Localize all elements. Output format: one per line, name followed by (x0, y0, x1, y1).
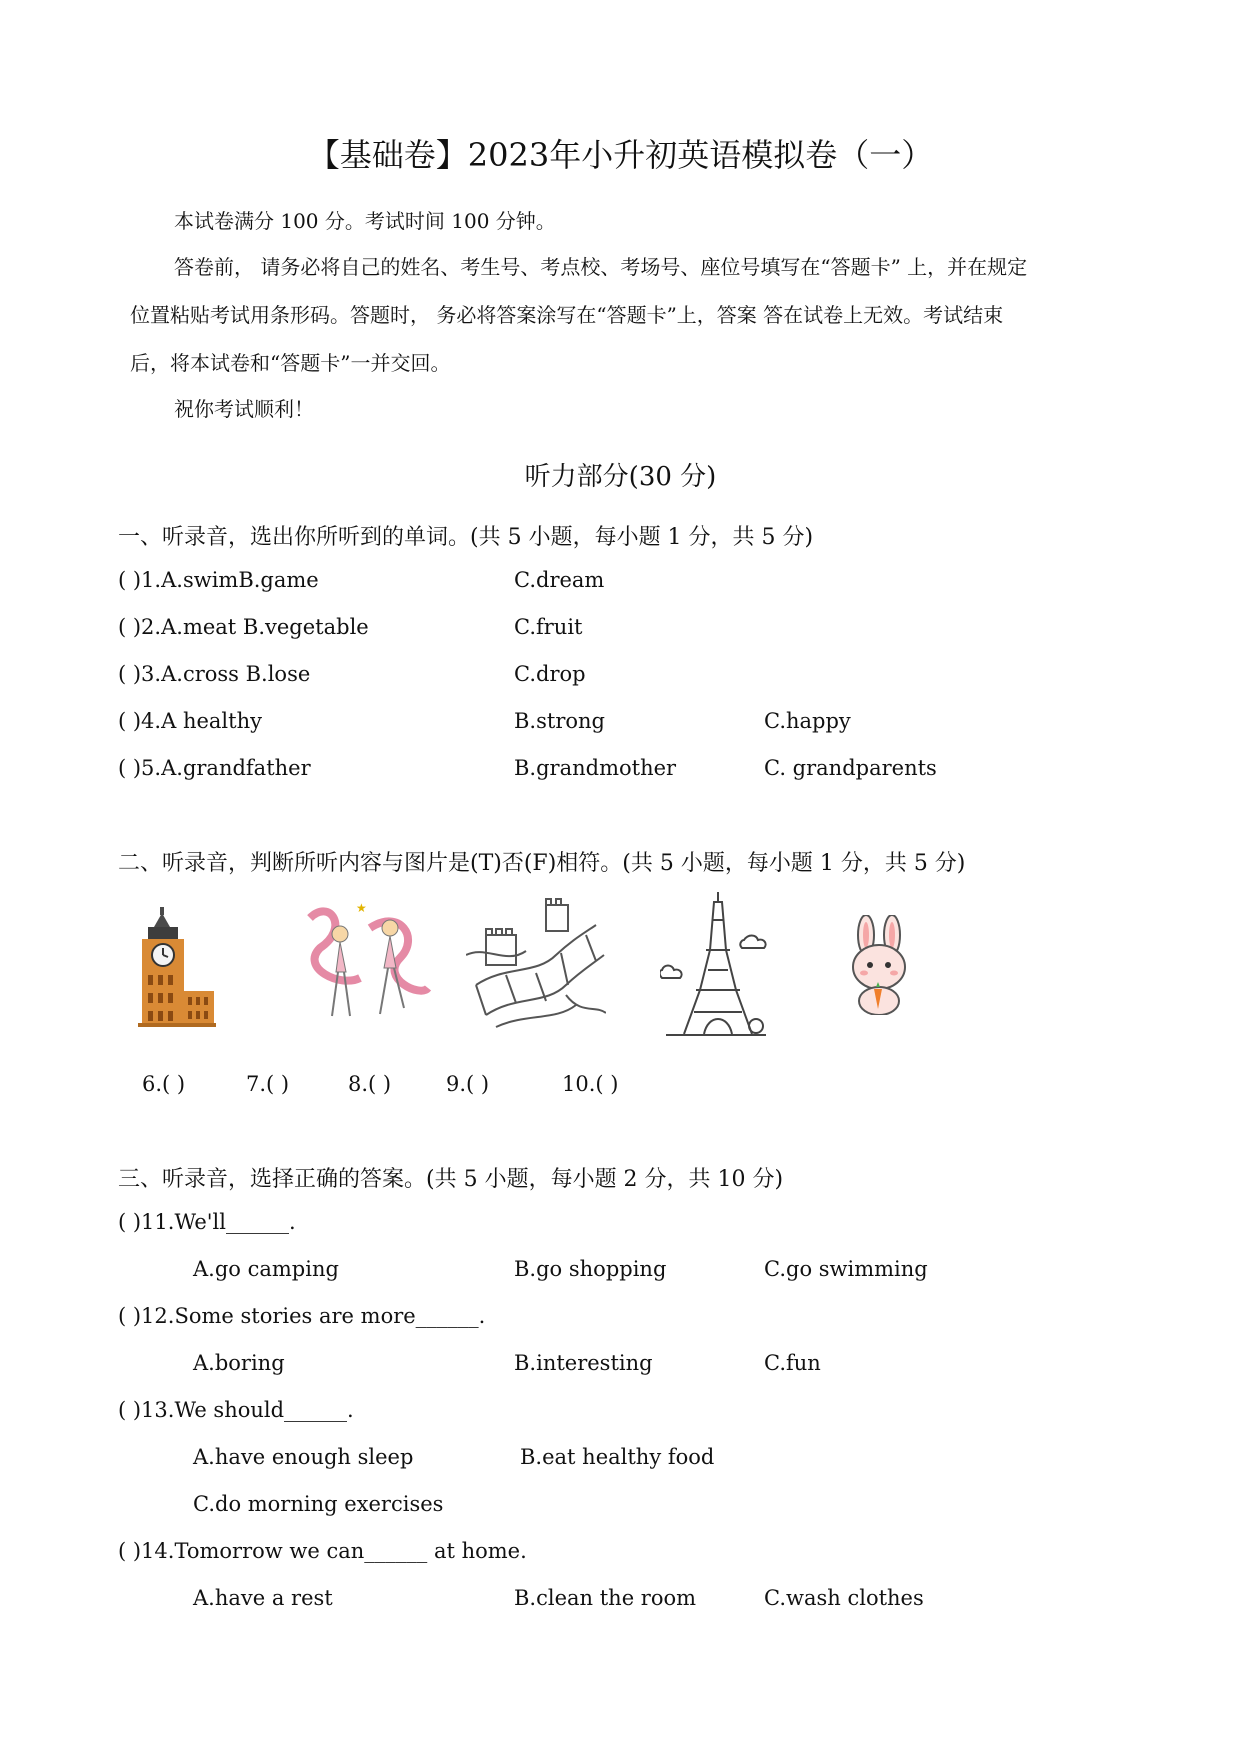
part3-heading: 三、听录音，选择正确的答案。(共 5 小题，每小题 2 分，共 10 分) (118, 1167, 784, 1192)
blank-8[interactable]: 8.( ) (348, 1072, 392, 1096)
q1-option-c: C.dream (514, 568, 605, 592)
q14-stem: ( )14.Tomorrow we can______ at home. (118, 1539, 527, 1563)
q14-option-b: B.clean the room (514, 1586, 697, 1610)
q13-option-b: B.eat healthy food (520, 1445, 715, 1469)
page-title: 【基础卷】2023年小升初英语模拟卷（一） (307, 136, 934, 174)
blank-6[interactable]: 6.( ) (142, 1072, 186, 1096)
q12-option-c: C.fun (764, 1351, 821, 1375)
blank-10[interactable]: 10.( ) (562, 1072, 619, 1096)
q3-stem: ( )3.A.cross B.lose (118, 662, 311, 686)
blank-9[interactable]: 9.( ) (446, 1072, 490, 1096)
q4-option-c: C.happy (764, 709, 851, 733)
q12-stem: ( )12.Some stories are more______. (118, 1304, 486, 1328)
q5-option-c: C. grandparents (764, 756, 937, 780)
q4-option-b: B.strong (514, 709, 605, 733)
part2-heading: 二、听录音，判断所听内容与图片是(T)否(F)相符。(共 5 小题，每小题 1 分，共 5 分) (118, 851, 966, 876)
q14-option-a: A.have a rest (193, 1586, 333, 1610)
q11-option-c: C.go swimming (764, 1257, 928, 1281)
q5-option-b: B.grandmother (514, 756, 677, 780)
great-wall-image (466, 895, 606, 1035)
intro-line-3: 位置粘贴考试用条形码。答题时， 务必将答案涂写在“答题卡”上，答案 答在试卷上无效。考试结束 (130, 303, 1004, 327)
part1-heading: 一、听录音，选出你所听到的单词。(共 5 小题，每小题 1 分，共 5 分) (118, 525, 814, 550)
ribbon-dancers-image (300, 898, 432, 1026)
q14-option-c: C.wash clothes (764, 1586, 924, 1610)
q2-option-c: C.fruit (514, 615, 583, 639)
svg-text:★: ★ (356, 901, 367, 915)
rabbit-image (844, 915, 914, 1015)
q5-stem: ( )5.A.grandfather (118, 756, 311, 780)
q3-option-c: C.drop (514, 662, 586, 686)
blank-7[interactable]: 7.( ) (246, 1072, 290, 1096)
q13-stem: ( )13.We should______. (118, 1398, 354, 1422)
q13-option-a: A.have enough sleep (193, 1445, 414, 1469)
eiffel-tower-image (660, 890, 772, 1038)
q12-option-b: B.interesting (514, 1351, 653, 1375)
intro-line-2: 答卷前， 请务必将自己的姓名、考生号、考点校、考场号、座位号填写在“答题卡” 上，并在规定 (174, 255, 1028, 279)
intro-line-4: 后，将本试卷和“答题卡”一并交回。 (130, 351, 451, 375)
q4-stem: ( )4.A healthy (118, 709, 262, 733)
q13-option-c: C.do morning exercises (193, 1492, 444, 1516)
intro-line-5: 祝你考试顺利！ (174, 397, 314, 421)
q12-option-a: A.boring (193, 1351, 285, 1375)
q11-option-a: A.go camping (193, 1257, 339, 1281)
section-title: 听力部分(30 分) (524, 462, 717, 492)
q1-stem: ( )1.A.swimB.game (118, 568, 319, 592)
q11-stem: ( )11.We'll______. (118, 1210, 296, 1234)
q2-stem: ( )2.A.meat B.vegetable (118, 615, 369, 639)
q11-option-b: B.go shopping (514, 1257, 667, 1281)
clock-tower-image (134, 905, 216, 1027)
intro-line-1: 本试卷满分 100 分。考试时间 100 分钟。 (174, 209, 556, 233)
